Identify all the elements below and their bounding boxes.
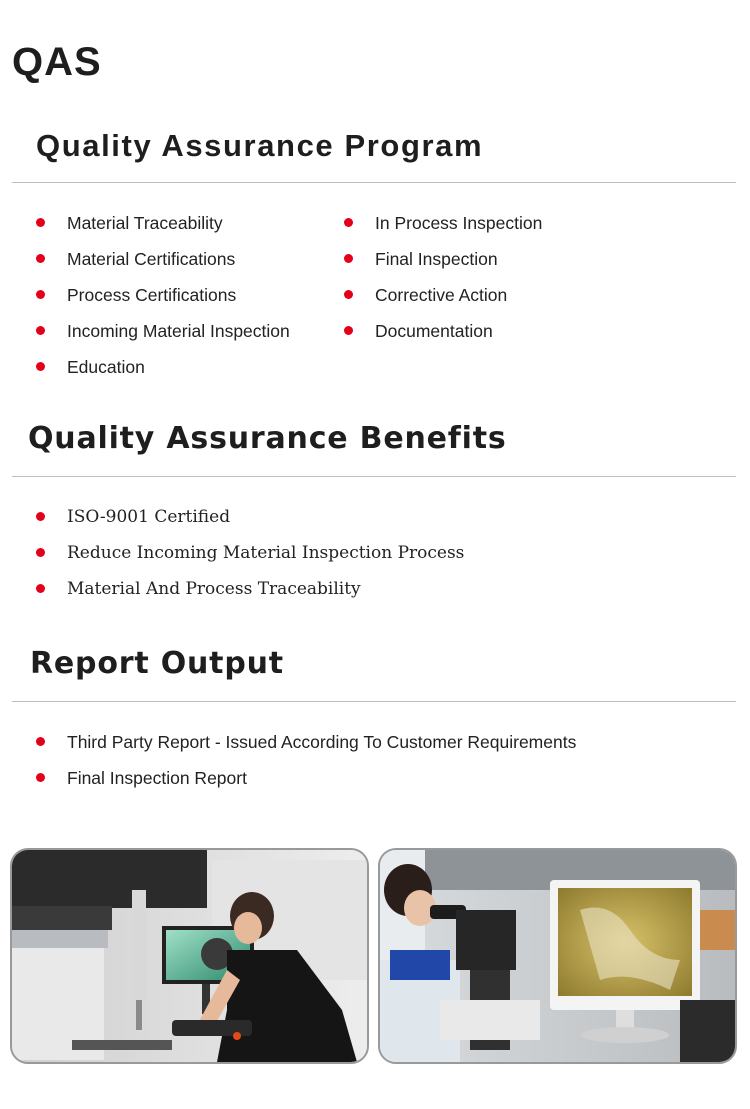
list-item [344, 284, 542, 320]
list-item-label: Third Party Report - Issued According To Customer Requirements [67, 732, 577, 752]
bullet-icon [36, 290, 45, 299]
list-item-label: In Process Inspection [375, 213, 543, 233]
list-item-label: Reduce Incoming Material Inspection Process [67, 543, 465, 563]
bullet-icon [344, 218, 353, 227]
divider [12, 701, 736, 702]
list-item [36, 767, 576, 803]
bullet-icon [36, 584, 45, 593]
bullet-icon [36, 362, 45, 371]
list-item [36, 506, 464, 542]
bullet-icon [344, 290, 353, 299]
page-title: QAS [12, 40, 102, 84]
list-item-label: Process Certifications [67, 285, 237, 305]
section-heading-report: Report Output [30, 646, 284, 681]
program-list-right [344, 212, 542, 356]
list-item [344, 212, 542, 248]
bullet-icon [36, 326, 45, 335]
list-item-label: Documentation [375, 321, 493, 341]
list-item [36, 248, 290, 284]
divider [12, 476, 736, 477]
list-item-label: Material Certifications [67, 249, 236, 269]
section-heading-program: Quality Assurance Program [36, 128, 484, 163]
list-item-label: Final Inspection Report [67, 768, 247, 788]
list-item-label: Material Traceability [67, 213, 223, 233]
list-item-label: Incoming Material Inspection [67, 321, 290, 341]
cmm-inspection-photo [10, 848, 369, 1064]
bullet-icon [36, 548, 45, 557]
list-item [344, 320, 542, 356]
program-list-left [36, 212, 290, 392]
list-item [36, 731, 576, 767]
list-item-label: Corrective Action [375, 285, 508, 305]
list-item-label: Education [67, 357, 145, 377]
bullet-icon [36, 773, 45, 782]
list-item [36, 578, 464, 614]
bullet-icon [36, 737, 45, 746]
bullet-icon [36, 512, 45, 521]
list-item-label: Final Inspection [375, 249, 498, 269]
list-item [36, 212, 290, 248]
bullet-icon [344, 254, 353, 263]
list-item-label: ISO-9001 Certified [67, 507, 231, 527]
list-item-label: Material And Process Traceability [67, 579, 361, 599]
list-item [36, 284, 290, 320]
list-item [36, 356, 290, 392]
report-list [36, 731, 576, 803]
bullet-icon [36, 218, 45, 227]
benefits-list [36, 506, 464, 614]
list-item [36, 320, 290, 356]
divider [12, 182, 736, 183]
bullet-icon [344, 326, 353, 335]
microscope-inspection-photo [378, 848, 737, 1064]
bullet-icon [36, 254, 45, 263]
list-item [36, 542, 464, 578]
section-heading-benefits: Quality Assurance Benefits [28, 421, 507, 456]
list-item [344, 248, 542, 284]
